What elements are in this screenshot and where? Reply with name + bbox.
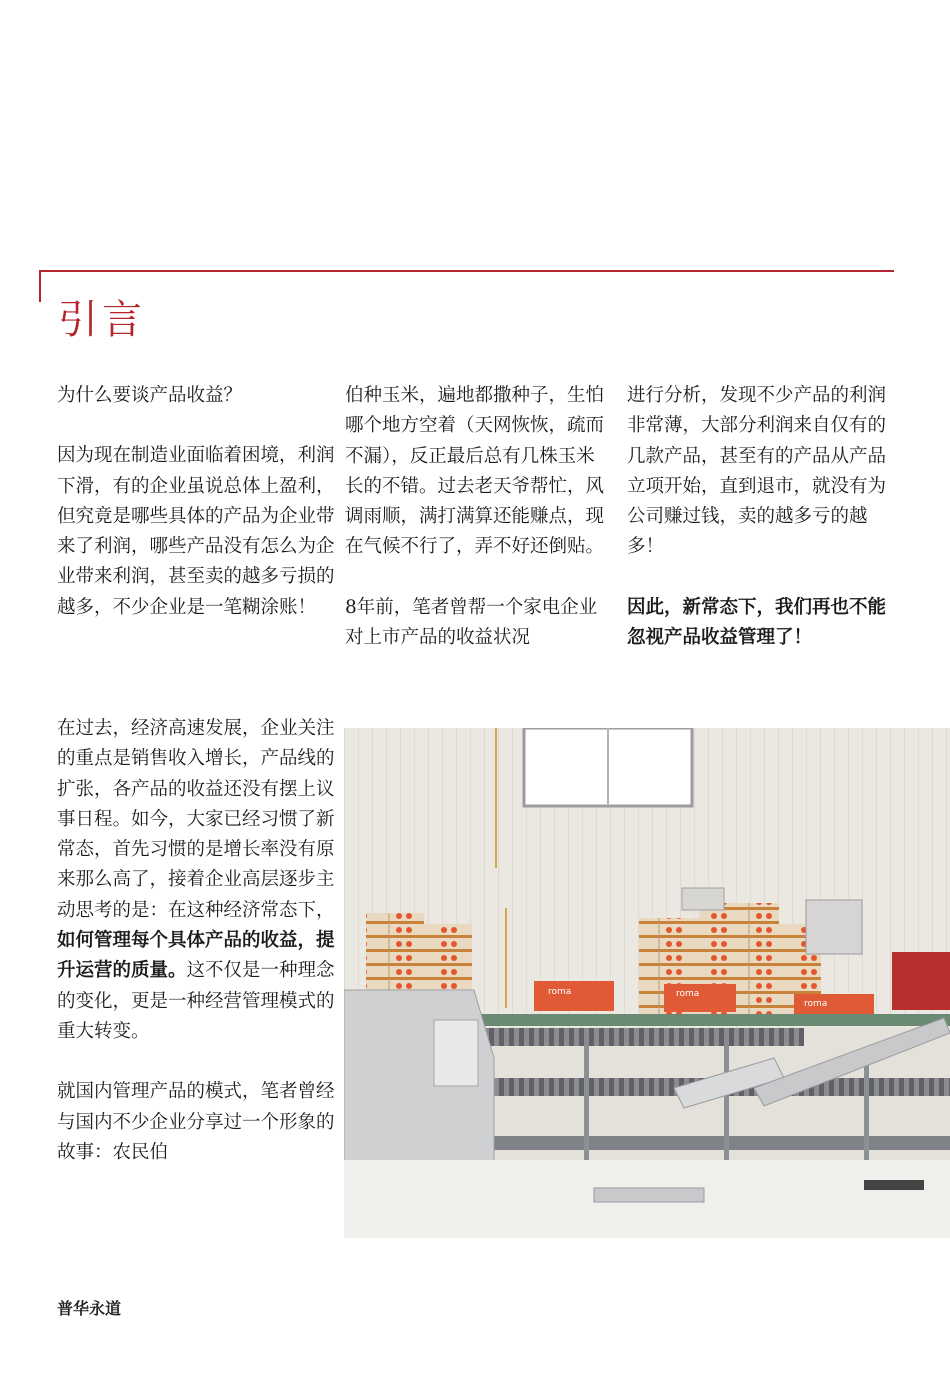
box-label-roma-3: roma	[804, 999, 828, 1009]
paragraph-2-lead: 在过去，经济高速发展，企业关注的重点是销售收入增长，产品线的扩张，各产品的收益还没有摆上议事日程。如今，大家已经习惯了新常态，首先习惯的是增长率没有原来那么高了，接着企业高层逐步主动思考的是：在这种经济常态下，	[57, 718, 335, 921]
factory-illustration	[344, 728, 950, 1238]
footer-brand: 普华永道	[57, 1299, 122, 1318]
box-label-roma-2: roma	[676, 989, 700, 999]
conveyor-back	[424, 1014, 950, 1026]
factory-photo	[344, 728, 950, 1238]
conclusion-bold-text: 因此，新常态下，我们再也不能忽视产品收益管理了！	[627, 596, 887, 649]
column-1-top	[57, 381, 341, 653]
paragraph-2-tail: 这不仅是一种理念的变化，更是一种经营管理模式的重大转变。	[57, 960, 335, 1042]
box-label-roma-1: roma	[548, 987, 572, 997]
red-cabinet	[892, 952, 950, 1010]
box-roma-1	[534, 981, 614, 1011]
intro-question: 为什么要谈产品收益？	[57, 385, 243, 406]
column-3	[627, 381, 895, 683]
paragraph-3: 就国内管理产品的模式，笔者曾经与国内不少企业分享过一个形象的故事：农民伯	[57, 1081, 335, 1163]
paragraph-1: 因为现在制造业面临着困境，利润下滑，有的企业虽说总体上盈利，但究竟是哪些具体的产品为企业带来了利润，哪些产品没有怎么为企业带来利润，甚至卖的越多亏损的越多，不少企业是一笔糊涂账！	[57, 445, 335, 618]
labeling-machine-1	[682, 888, 724, 910]
paragraph-farmer-story: 伯种玉米，遍地都撒种子，生怕哪个地方空着（天网恢恢，疏而不漏），反正最后总有几株玉米长的不错。过去老天爷帮忙，风调雨顺，满打满算还能赚点，现在气候不行了，弄不好还倒贴。	[345, 385, 605, 558]
pallet-stack-left	[366, 913, 424, 993]
section-title: 引言	[58, 297, 146, 343]
paragraph-conclusion	[627, 593, 895, 654]
paragraph-2	[57, 714, 343, 1047]
paragraph-analysis: 进行分析，发现不少产品的利润非常薄，大部分利润来自仅有的几款产品，甚至有的产品从产品立项开始，直到退市，就没有为公司赚过钱，卖的越多亏的越多！	[627, 385, 887, 558]
paragraph-2-bold: 如何管理每个具体产品的收益，提升运营的质量。	[57, 930, 335, 982]
column-1-bottom	[57, 714, 343, 1198]
paragraph-eight-years: 8年前，笔者曾帮一个家电企业对上市产品的收益状况	[345, 596, 598, 649]
box-roma-2	[664, 984, 736, 1012]
labeling-machine-2	[806, 900, 862, 954]
section-rule-horizontal	[39, 270, 894, 272]
column-2	[345, 381, 611, 683]
section-rule-vertical	[39, 270, 41, 302]
